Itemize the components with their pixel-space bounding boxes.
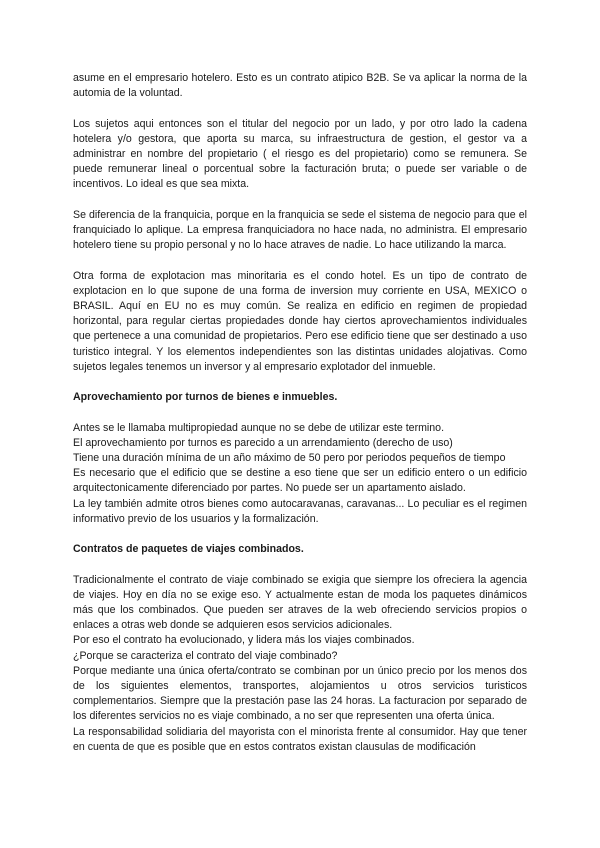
paragraph-evolucion: Por eso el contrato ha evolucionado, y lidera más los viajes combinados. [73,634,415,647]
paragraph-tradicionalmente: Tradicionalmente el contrato de viaje combinado se exigia que siempre los ofreciera la agencia de viajes. Hoy en día no se exige eso. Y actualmente estan de moda los paquetes dinámicos más que los combinados. Que pueden ser atraves de la web ofreciendo servicios propios o enlaces a otras web donde se adquieren esos servicios adicionales. [73,573,527,632]
paragraph-sujetos: Los sujetos aqui entonces son el titular del negocio por un lado, y por otro lado la cadena hotelera y/o gestora, que aporta su marca, su infraestructura de gestion, el gestor va a administrar en nombre del propietario ( el riesgo es del propietario) como se remunera. Se puede remunerar lineal o porcentual sobre la facturación bruta; o puede ser variable o de incentivos. Lo ideal es que sea mixta. [73,117,527,191]
paragraph-duracion: Tiene una duración mínima de un año máximo de 50 pero por periodos pequeños de tiempo [73,452,506,464]
paragraph-otros-bienes: La ley también admite otros bienes como autocaravanas, caravanas... Lo peculiar es el regimen informativo previo de los usuarios y la formalización. [73,497,527,525]
paragraph-pregunta: ¿Porque se caracteriza el contrato del viaje combinado? [73,649,338,662]
paragraph-responsabilidad: La responsabilidad solidiaria del mayorista con el minorista frente al consumidor. Hay que tener en cuenta de que es posible que en estos contratos existan clausulas de modificación [73,725,527,753]
paragraph-franquicia: Se diferencia de la franquicia, porque en la franquicia se sede el sistema de negocio para que el franquiciado lo aplique. La empresa franquiciadora no hace nada, no administra. El empresario hotelero tiene su propio personal y no lo hace atraves de nadie. Lo hace utilizando la marca. [73,208,527,252]
paragraph-multipropiedad: Antes se le llamaba multipropiedad aunque no se debe de utilizar este termino. [73,421,445,434]
paragraph-contract-b2b: asume en el empresario hotelero. Esto es un contrato atipico B2B. Se va aplicar la norma de la automia de la voluntad. [73,72,527,100]
paragraph-arrendamiento: El aprovechamiento por turnos es parecido a un arrendamiento (derecho de uso) [73,436,453,449]
paragraph-oferta-unica: Porque mediante una única oferta/contrato se combinan por un único precio por los menos dos de los siguientes elementos, transportes, alojamientos u otros servicios turisticos complementarios. Siempre que la prestación pase las 24 horas. La facturacion por separado de los diferentes servicios no es viaje combinado, a no ser que representen una oferta única. [73,664,527,723]
paragraph-edificio: Es necesario que el edificio que se destine a eso tiene que ser un edificio entero o un edificio arquitectonicamente diferenciado por partes. No puede ser un apartamento aislado. [73,467,527,495]
paragraph-condo-hotel: Otra forma de explotacion mas minoritaria es el condo hotel. Es un tipo de contrato de explotacion en lo que supone de una forma de inversion muy corriente en USA, MEXICO o BRASIL. Aquí en EU no es muy común. Se realiza en edificio en regimen de propiedad horizontal, para regular ciertas propiedades donde hay ciertos aprovechamientos individuales que pertenece a una comunidad de propietarios. Pero ese edificio tiene que ser destinado a uso turistico integral. Y los elementos independientes son las distintas unidades alojativas. Como sujetos legales tenemos un inversor y al empresario explotador del inmueble. [73,269,527,373]
section-heading-aprovechamiento: Aprovechamiento por turnos de bienes e inmuebles. [73,391,338,404]
section-heading-viajes-combinados: Contratos de paquetes de viajes combinados. [73,543,304,556]
